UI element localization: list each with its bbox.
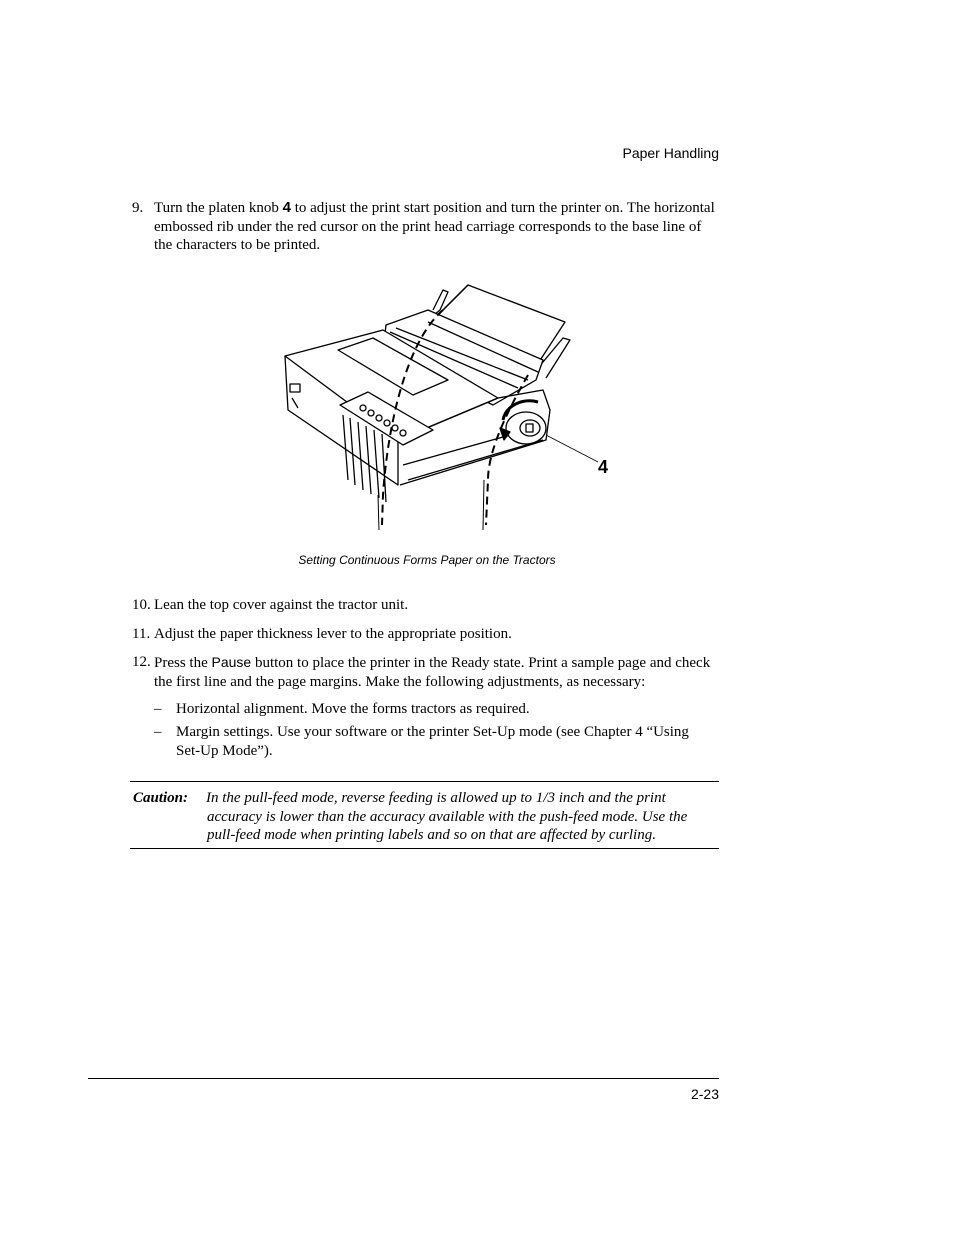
step-text: Lean the top cover against the tractor unit. <box>154 597 409 613</box>
caution-text: In the pull-feed mode, reverse feeding is allowed up to 1/3 inch and the print accuracy is lower than the accuracy available with the push-feed mode. Use the pull-feed mode when printing labels and so on that are affected by curling. <box>206 790 688 843</box>
figure-caption: Setting Continuous Forms Paper on the Tractors <box>298 553 556 567</box>
step-number: 12. <box>132 654 151 670</box>
adjustment-text: Margin settings. Use your software or the printer Set-Up mode (see Chapter 4 “Using Set-Up Mode”). <box>176 724 689 759</box>
adjustment-text: Horizontal alignment. Move the forms tractors as required. <box>176 701 530 717</box>
dash-marker: – <box>154 724 162 740</box>
step-text: Press the Pause button to place the printer in the Ready state. Print a sample page and check the first line and the page margins. Make the following adjustments, as necessary: <box>154 654 711 690</box>
adjustment-item <box>154 700 724 719</box>
footer-rule <box>88 1078 719 1079</box>
step-10 <box>132 596 722 615</box>
dash-marker: – <box>154 701 162 717</box>
step-text: Adjust the paper thickness lever to the appropriate position. <box>154 626 512 642</box>
pause-button-name: Pause <box>211 654 252 670</box>
knob-reference: 4 <box>282 199 291 216</box>
step-12 <box>132 653 722 691</box>
caution-box <box>130 781 719 849</box>
running-head: Paper Handling <box>622 145 719 161</box>
page-number: 2-23 <box>690 1086 719 1102</box>
step-text: Turn the platen knob 4 to adjust the print start position and turn the printer on. The horizontal embossed rib under the red cursor on the print head carriage corresponds to the base line of the characters to be printed. <box>154 199 715 253</box>
step-number: 11. <box>132 626 151 642</box>
knob-callout-label: 4 <box>598 457 609 477</box>
step-number: 9. <box>132 200 144 216</box>
printer-illustration <box>278 280 618 532</box>
step-9 <box>132 199 722 255</box>
adjustment-item <box>154 723 694 760</box>
step-number: 10. <box>132 597 151 613</box>
step-11 <box>132 625 722 644</box>
caution-label: Caution: <box>133 790 189 806</box>
